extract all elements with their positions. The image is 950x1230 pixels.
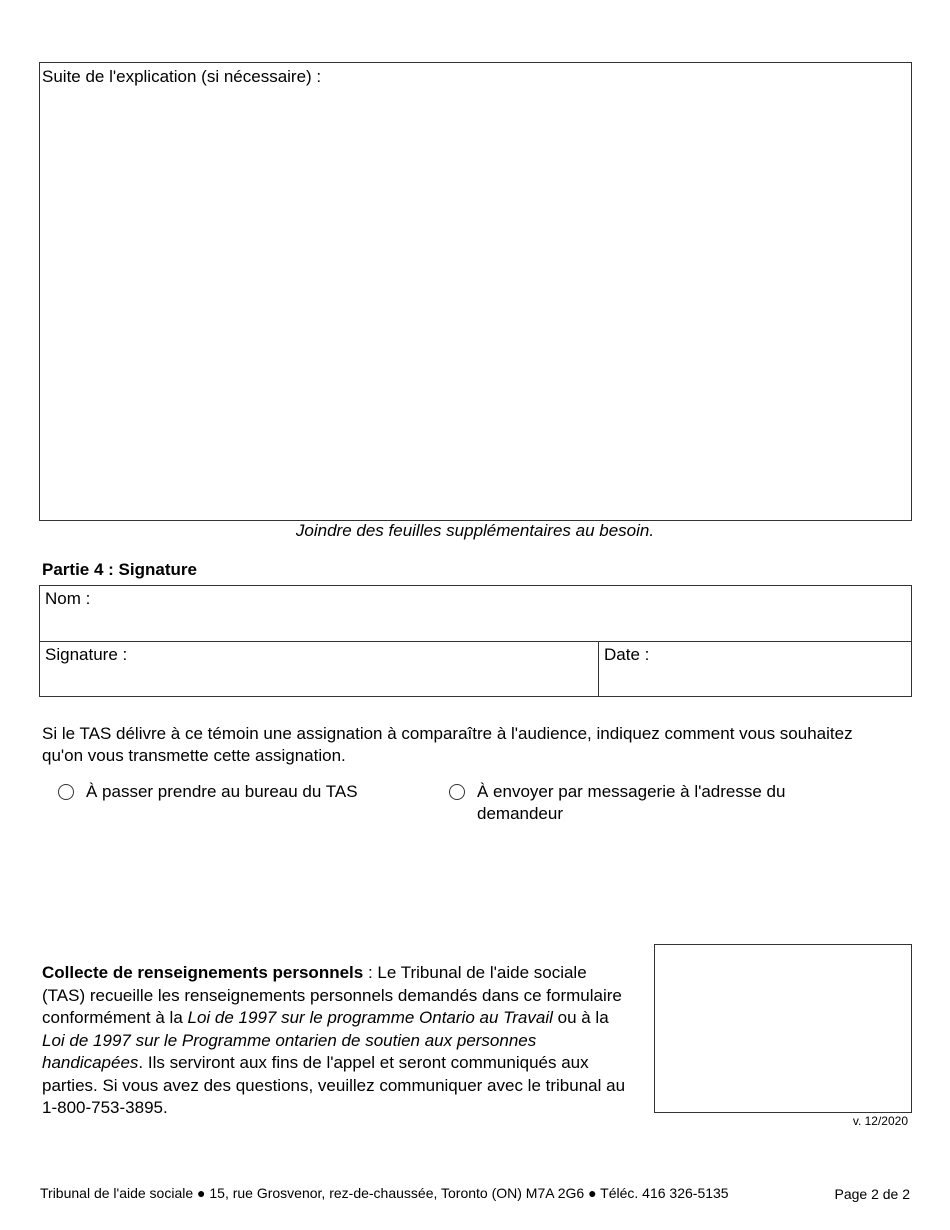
signature-table: [39, 585, 912, 697]
radio-courier-label-line2: demandeur: [477, 804, 564, 823]
signature-label: Signature :: [45, 645, 128, 664]
privacy-law-odsp: Loi de 1997 sur le Programme ontarien de soutien aux personnes handicapées: [42, 1030, 537, 1072]
summons-instruction: Si le TAS délivre à ce témoin une assignation à comparaître à l'audience, indiquez comment vous souhaitez qu'on vous transmette cette assignation.: [42, 724, 853, 765]
radio-courier-button[interactable]: [449, 784, 465, 800]
office-use-box: [654, 944, 912, 1113]
name-field[interactable]: [40, 586, 911, 641]
attach-sheets-note: Joindre des feuilles supplémentaires au besoin.: [295, 521, 655, 540]
footer-address: Tribunal de l'aide sociale ● 15, rue Grosvenor, rez-de-chaussée, Toronto (ON) M7A 2G6 ● Téléc. 416 326-5135: [40, 1185, 729, 1201]
explanation-label: Suite de l'explication (si nécessaire) :: [42, 67, 322, 86]
radio-pickup-option[interactable]: [58, 781, 358, 803]
signature-field[interactable]: [40, 642, 598, 697]
privacy-law-ontario-works: Loi de 1997 sur le programme Ontario au Travail: [187, 1008, 553, 1027]
signature-section-heading: Partie 4 : Signature: [42, 560, 197, 579]
radio-courier-option[interactable]: [449, 781, 785, 825]
form-version: v. 12/2020: [852, 1114, 908, 1128]
radio-pickup-label: À passer prendre au bureau du TAS: [86, 782, 358, 801]
privacy-title: Collecte de renseignements personnels: [42, 963, 364, 982]
name-label: Nom :: [45, 589, 91, 608]
explanation-textarea[interactable]: [39, 62, 912, 521]
date-label: Date :: [604, 645, 650, 664]
privacy-notice: [42, 962, 632, 1120]
privacy-text-part1: : Le Tribunal de l'aide sociale (TAS) recueille les renseignements personnels demandés dans ce formulaire conformément à la: [42, 963, 622, 1027]
page-number: Page 2 de 2: [834, 1186, 910, 1202]
privacy-text-part2: ou à la: [552, 1008, 609, 1027]
radio-courier-label: [477, 781, 785, 825]
radio-pickup-button[interactable]: [58, 784, 74, 800]
privacy-text-part3: . Ils serviront aux fins de l'appel et seront communiqués aux parties. Si vous avez des questions, veuillez communiquer avec le tribunal au 1-800-753-3895.: [42, 1053, 626, 1117]
radio-courier-label-line1: À envoyer par messagerie à l'adresse du: [477, 782, 786, 801]
date-field[interactable]: [599, 642, 911, 697]
